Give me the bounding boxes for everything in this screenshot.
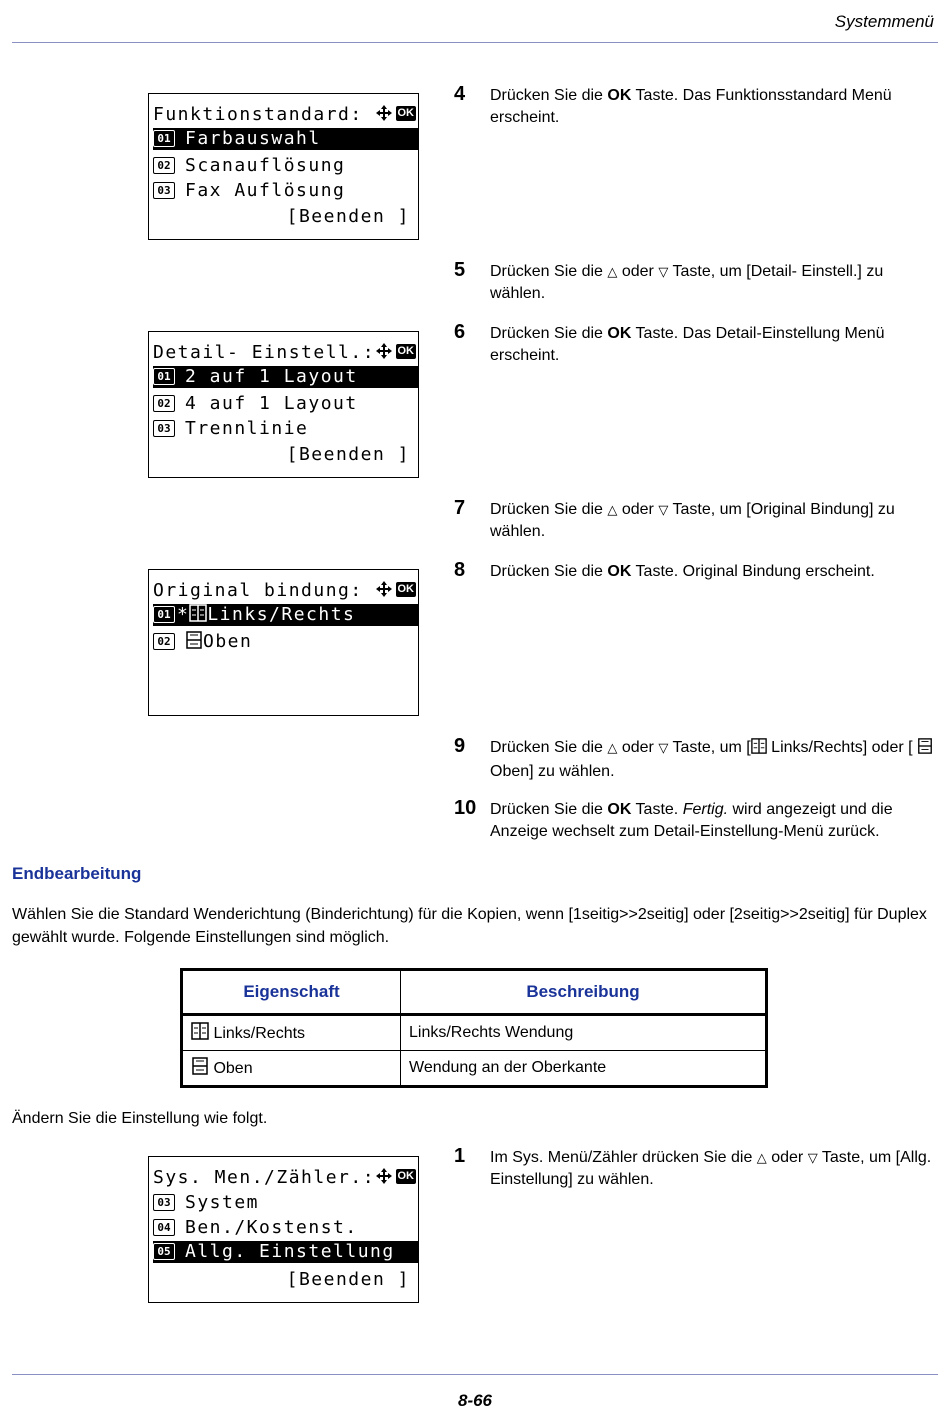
lcd-title: Detail- Einstell.: (153, 342, 376, 363)
section-intro: Wählen Sie die Standard Wenderichtung (Binderichtung) für die Kopien, wenn [1seitig>>2seitig] oder [2seitig>>2seitig] für Duplex gewählt wurde. Folgende Einstellungen sind möglich. (12, 906, 927, 946)
four-way-arrow-icon (374, 342, 394, 360)
section-title: Endbearbeitung (12, 864, 142, 883)
triangle-up-icon: △ (756, 1150, 767, 1165)
book-left-right-icon (751, 738, 767, 761)
running-header: Systemmenü (834, 12, 934, 31)
ok-icon: OK (397, 582, 414, 595)
lcd-item: 03 Trennlinie (153, 418, 418, 440)
lcd-item: 02 4 auf 1 Layout (153, 393, 418, 415)
lcd-panel-funktionstandard (148, 93, 419, 240)
lcd-title: Original bindung: (153, 580, 363, 601)
book-top-icon (917, 738, 933, 761)
section-after: Ändern Sie die Einstellung wie folgt. (12, 1110, 268, 1127)
table-row: Links/Rechts Links/Rechts Wendung (182, 1015, 767, 1051)
header-rule (12, 42, 938, 43)
lcd-panel-original-bindung (148, 569, 419, 716)
ok-icon: OK (397, 1169, 414, 1182)
footer-rule (12, 1374, 938, 1375)
step-4: 4 Drücken Sie die OK Taste. Das Funktionsstandard Menü erscheint. (454, 83, 892, 126)
table-row: Oben Wendung an der Oberkante (182, 1051, 767, 1087)
step-9: 9 Drücken Sie die △ oder ▽ Taste, um [ Links/Rechts] oder [ Oben] zu wählen. (454, 737, 940, 783)
lcd-item: 02 Scanauflösung (153, 155, 418, 177)
lcd-item-selected: 01 2 auf 1 Layout (153, 366, 418, 388)
triangle-down-icon: ▽ (658, 502, 669, 517)
lcd-item: 04 Ben./Kostenst. (153, 1217, 418, 1239)
lcd-item: 03 Fax Auflösung (153, 180, 418, 202)
lcd-end-label: [Beenden ] (286, 444, 410, 465)
lcd-title: Sys. Men./Zähler.: (153, 1167, 376, 1188)
lcd-item: 03 System (153, 1192, 418, 1214)
triangle-up-icon: △ (607, 502, 618, 517)
step-6: 6 Drücken Sie die OK Taste. Das Detail-Einstellung Menü erscheint. (454, 321, 885, 364)
ok-icon: OK (397, 106, 414, 119)
lcd-end-label: [Beenden ] (286, 206, 410, 227)
ok-icon: OK (397, 344, 414, 357)
step-5: 5 Drücken Sie die △ oder ▽ Taste, um [Detail- Einstell.] zu wählen. (454, 259, 884, 302)
step-8: 8 Drücken Sie die OK Taste. Original Bindung erscheint. (454, 559, 875, 581)
triangle-up-icon: △ (607, 264, 618, 279)
step-1: 1 Im Sys. Menü/Zähler drücken Sie die △ oder ▽ Taste, um [Allg. Einstellung] zu wählen. (454, 1145, 932, 1188)
book-left-right-icon (191, 1022, 209, 1045)
book-top-icon (191, 1057, 209, 1080)
four-way-arrow-icon (374, 104, 394, 122)
triangle-down-icon: ▽ (658, 264, 669, 279)
step-7: 7 Drücken Sie die △ oder ▽ Taste, um [Original Bindung] zu wählen. (454, 497, 895, 540)
lcd-panel-detail-einstell (148, 331, 419, 478)
book-top-icon (185, 631, 203, 655)
triangle-down-icon: ▽ (658, 740, 669, 755)
step-10: 10 Drücken Sie die OK Taste. Fertig. wird angezeigt und die Anzeige wechselt zum Detail-Einstellung-Menü zurück. (454, 797, 893, 840)
table-header: Eigenschaft (182, 970, 401, 1015)
triangle-down-icon: ▽ (807, 1150, 818, 1165)
page-number: 8-66 (457, 1391, 493, 1410)
table-header: Beschreibung (401, 970, 767, 1015)
four-way-arrow-icon (374, 580, 394, 598)
book-left-right-icon (189, 604, 207, 628)
four-way-arrow-icon (374, 1167, 394, 1185)
lcd-item-selected: 01 Farbauswahl (153, 128, 418, 150)
lcd-title: Funktionstandard: (153, 104, 363, 125)
lcd-item: 02 Oben (153, 631, 418, 653)
lcd-item-selected: 01 * Links/Rechts (153, 604, 418, 626)
lcd-item-selected: 05 Allg. Einstellung (153, 1241, 418, 1263)
settings-table (180, 968, 768, 1088)
triangle-up-icon: △ (607, 740, 618, 755)
lcd-end-label: [Beenden ] (286, 1269, 410, 1290)
lcd-panel-sys-men (148, 1156, 419, 1303)
